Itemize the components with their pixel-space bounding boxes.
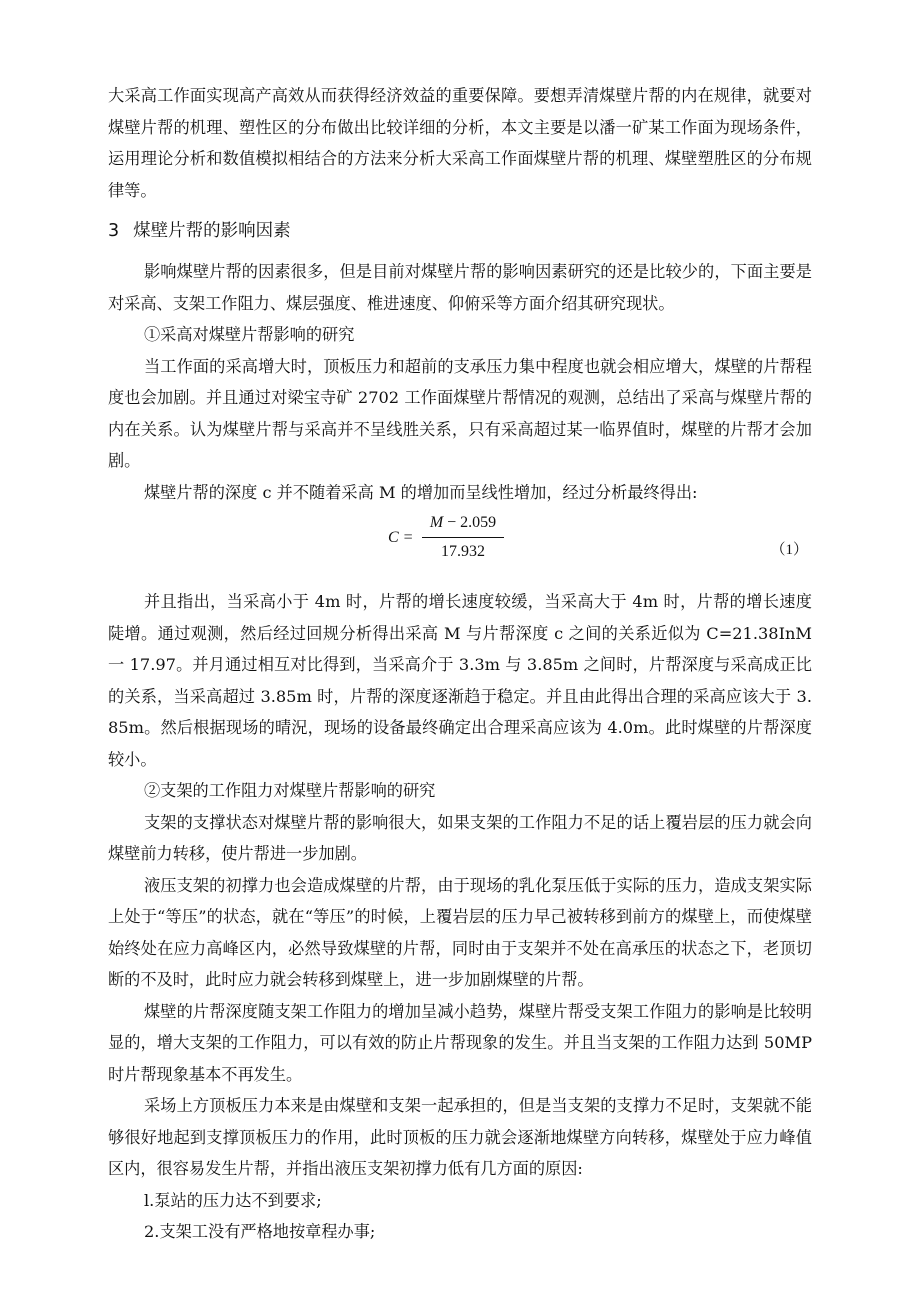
paragraph-depth-intro: 煤壁片帮的深度 c 并不随着采高 M 的增加而呈线性增加，经过分析最终得出:: [144, 482, 698, 502]
equation-variable: M: [429, 514, 444, 531]
paragraph-depth-analysis: 并且指出，当采高小于 4m 时，片帮的增长速度较缓，当采高大于 4m 时，片帮的增长速度陡增。通过观测，然后经过回规分析得出采高 M 与片帮深度 c 之间的关系近似为 C=21.38InM 一 17.97。并月通过相互对比得到，当采高介于 3.3m 与 3.85m 之间时，片帮深度与采高成正比的关系，当采高超过 3.85m 时，片帮的深度逐渐趋于稳定。并且由此得出合理的采高应该大于 3.85m。然后根据现场的晴況，现场的设备最终确定出合理采高应该为 4.0m。此时煤壁的片帮深度较小。: [108, 592, 812, 769]
section-number: 3: [108, 221, 120, 241]
paragraph-intro: 大采高工作面实现高产高效从而获得经济效益的重要保障。要想弄清煤壁片帮的内在规律，就要对煤壁片帮的机理、塑性区的分布做出比较详细的分析，本文主要是以潘一矿某工作面为现场条件，运用理论分析和数值模拟相结合的方法来分析大采高工作面煤壁片帮的机理、煤壁塑胜区的分布规律等。: [108, 86, 812, 200]
section-heading: [108, 220, 812, 242]
paragraph-factors: 影响煤壁片帮的因素很多，但是目前对煤壁片帮的影响因素研究的还是比较少的，下面主要是对采高、支架工作阻力、煤层强度、椎进速度、仰俯采等方面介绍其研究现状。: [108, 262, 812, 313]
paragraph-hydraulic-support: 液压支架的初撑力也会造成煤壁的片帮，由于现场的乳化泵压低于实际的压力，造成支架实际上处于“等压”的状态，就在“等压”的时候，上覆岩层的压力早己被转移到前方的煤壁上，而使煤壁始终处在应力高峰区内，必然导致煤壁的片帮，同时由于支架并不处在高承压的状态之下，老顶切断的不及时，此时应力就会转移到煤壁上，进一步加剧煤壁的片帮。: [108, 875, 812, 989]
list-item-2: 2.支架工没有严格地按章程办事;: [144, 1222, 376, 1241]
subheading-mining-height: ①采高对煤壁片帮影响的研究: [144, 325, 355, 344]
equation-1: [108, 512, 812, 576]
paragraph-roof-pressure: 采场上方顶板压力本来是由煤壁和支架一起承担的，但是当支架的支撑力不足时，支架就不能够很好地起到支撑顶板压力的作用，此时顶板的压力就会逐渐地煤壁方向转移，煤壁处于应力峰值区内，很容易发生片帮，并指出液压支架初撑力低有几方面的原因:: [108, 1096, 812, 1178]
paragraph-support-state: 支架的支撑状态对煤壁片帮的影响很大，如果支架的工作阻力不足的话上覆岩层的压力就会向煤壁前力转移，使片帮进一步加剧。: [108, 812, 812, 863]
equation-numerator: [422, 512, 504, 537]
paragraph-mining-height: 当工作面的采高增大时，顶板压力和超前的支承压力集中程度也就会相应增大，煤壁的片帮程度也会加剧。并且通过对梁宝寺矿 2702 工作面煤壁片帮情况的观测，总结出了采高与煤壁片帮的内在关系。认为煤壁片帮与采高并不呈线胜关系，只有采高超过某一临界值时，煤壁的片帮才会加剧。: [108, 356, 812, 470]
list-item-1: l.泵站的压力达不到要求;: [144, 1190, 322, 1210]
equation-denominator: 17.932: [441, 543, 485, 560]
equation-number: （1）: [770, 542, 808, 558]
equation-numerator-rest: − 2.059: [443, 514, 497, 531]
paragraph-resistance-trend: 煤壁的片帮深度随支架工作阻力的增加呈减小趋势，煤壁片帮受支架工作阻力的影响是比较明显的，增大支架的工作阻力，可以有效的防止片帮现象的发生。并且当支架的工作阻力达到 50MP 时片帮现象基本不再发生。: [108, 1001, 812, 1084]
equation-fraction: [422, 512, 504, 563]
equation-lhs: C =: [388, 529, 414, 546]
document-page: [108, 80, 812, 1248]
section-title: 煤壁片帮的影响因素: [133, 221, 291, 241]
subheading-support-resistance: ②支架的工作阻力对煤壁片帮影响的研究: [144, 781, 436, 800]
